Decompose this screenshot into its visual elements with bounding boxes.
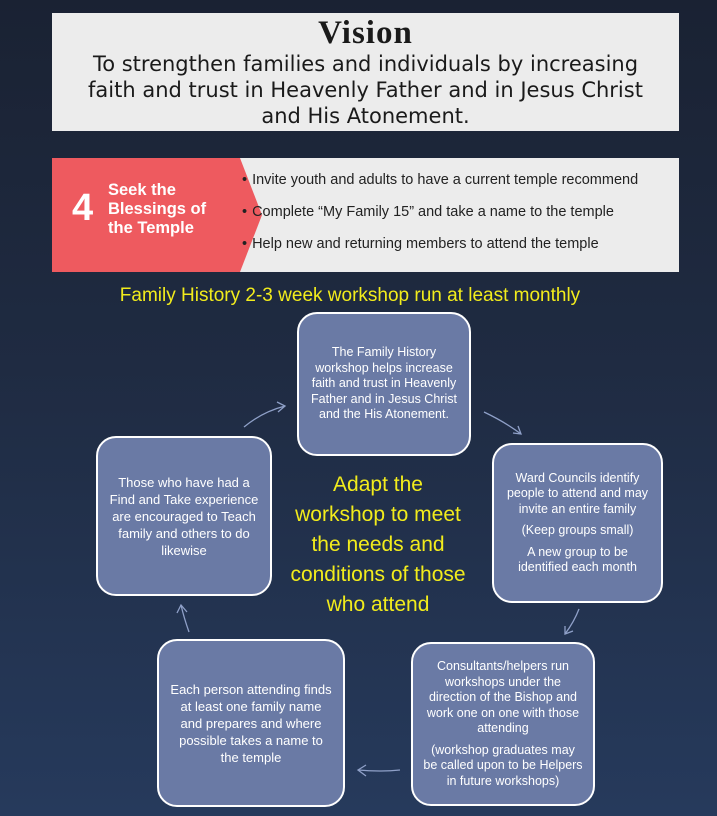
arrow-top-to-right: [484, 412, 521, 434]
cycle-box-right: [492, 443, 663, 603]
bullet-icon: •: [242, 204, 248, 220]
bullet-icon: •: [242, 236, 248, 252]
arrow-left-to-top: [244, 402, 285, 427]
arrow-right-to-bottom-right: [565, 609, 579, 634]
cycle-box-text: Each person attending finds at least one family name and prepares and where possible takes a name to the temple: [170, 681, 332, 765]
workshop-title: Family History 2-3 week workshop run at least monthly: [119, 285, 581, 306]
cycle-box-note: (Keep groups small): [521, 523, 634, 537]
vision-statement: To strengthen families and individuals by increasing faith and trust in Heavenly Father and in Jesus Christ and His Atonement.: [88, 52, 643, 128]
cycle-box-bottom-left: [157, 639, 345, 807]
cycle-box-left: [96, 436, 272, 596]
cycle-box-text: Consultants/helpers run workshops under the direction of the Bishop and work one on one with those attending: [426, 659, 580, 735]
cycle-box-text: The Family History workshop helps increase faith and trust in Heavenly Father and in Jesus Christ and the His Atonement.: [311, 345, 457, 422]
arrow-bottom-right-to-bottom-left: [358, 765, 400, 776]
cycle-box-note: (workshop graduates may be called upon to be Helpers in future workshops): [423, 742, 583, 788]
arrow-bottom-left-to-left: [177, 605, 189, 632]
seek-item-text: Help new and returning members to attend the temple: [252, 236, 599, 252]
vision-title: Vision: [318, 15, 413, 51]
cycle-box-top: [297, 312, 471, 456]
seek-label: Seek the Blessings of the Temple: [108, 181, 207, 237]
cycle-center-text: Adapt the workshop to meet the needs and conditions of those who attend: [290, 473, 466, 616]
cycle-box-text: Those who have had a Find and Take experience are encouraged to Teach family and others to do likewise: [109, 474, 259, 558]
cycle-box-text: Ward Councils identify people to attend and may invite an entire family: [506, 470, 649, 516]
bullet-icon: •: [242, 172, 248, 188]
seek-item-text: Complete “My Family 15” and take a name to the temple: [252, 204, 614, 220]
cycle-box-text: A new group to be identified each month: [518, 544, 637, 574]
seek-item-text: Invite youth and adults to have a current temple recommend: [252, 172, 639, 188]
seek-number: 4: [72, 187, 94, 229]
cycle-box-bottom-right: [411, 642, 595, 806]
